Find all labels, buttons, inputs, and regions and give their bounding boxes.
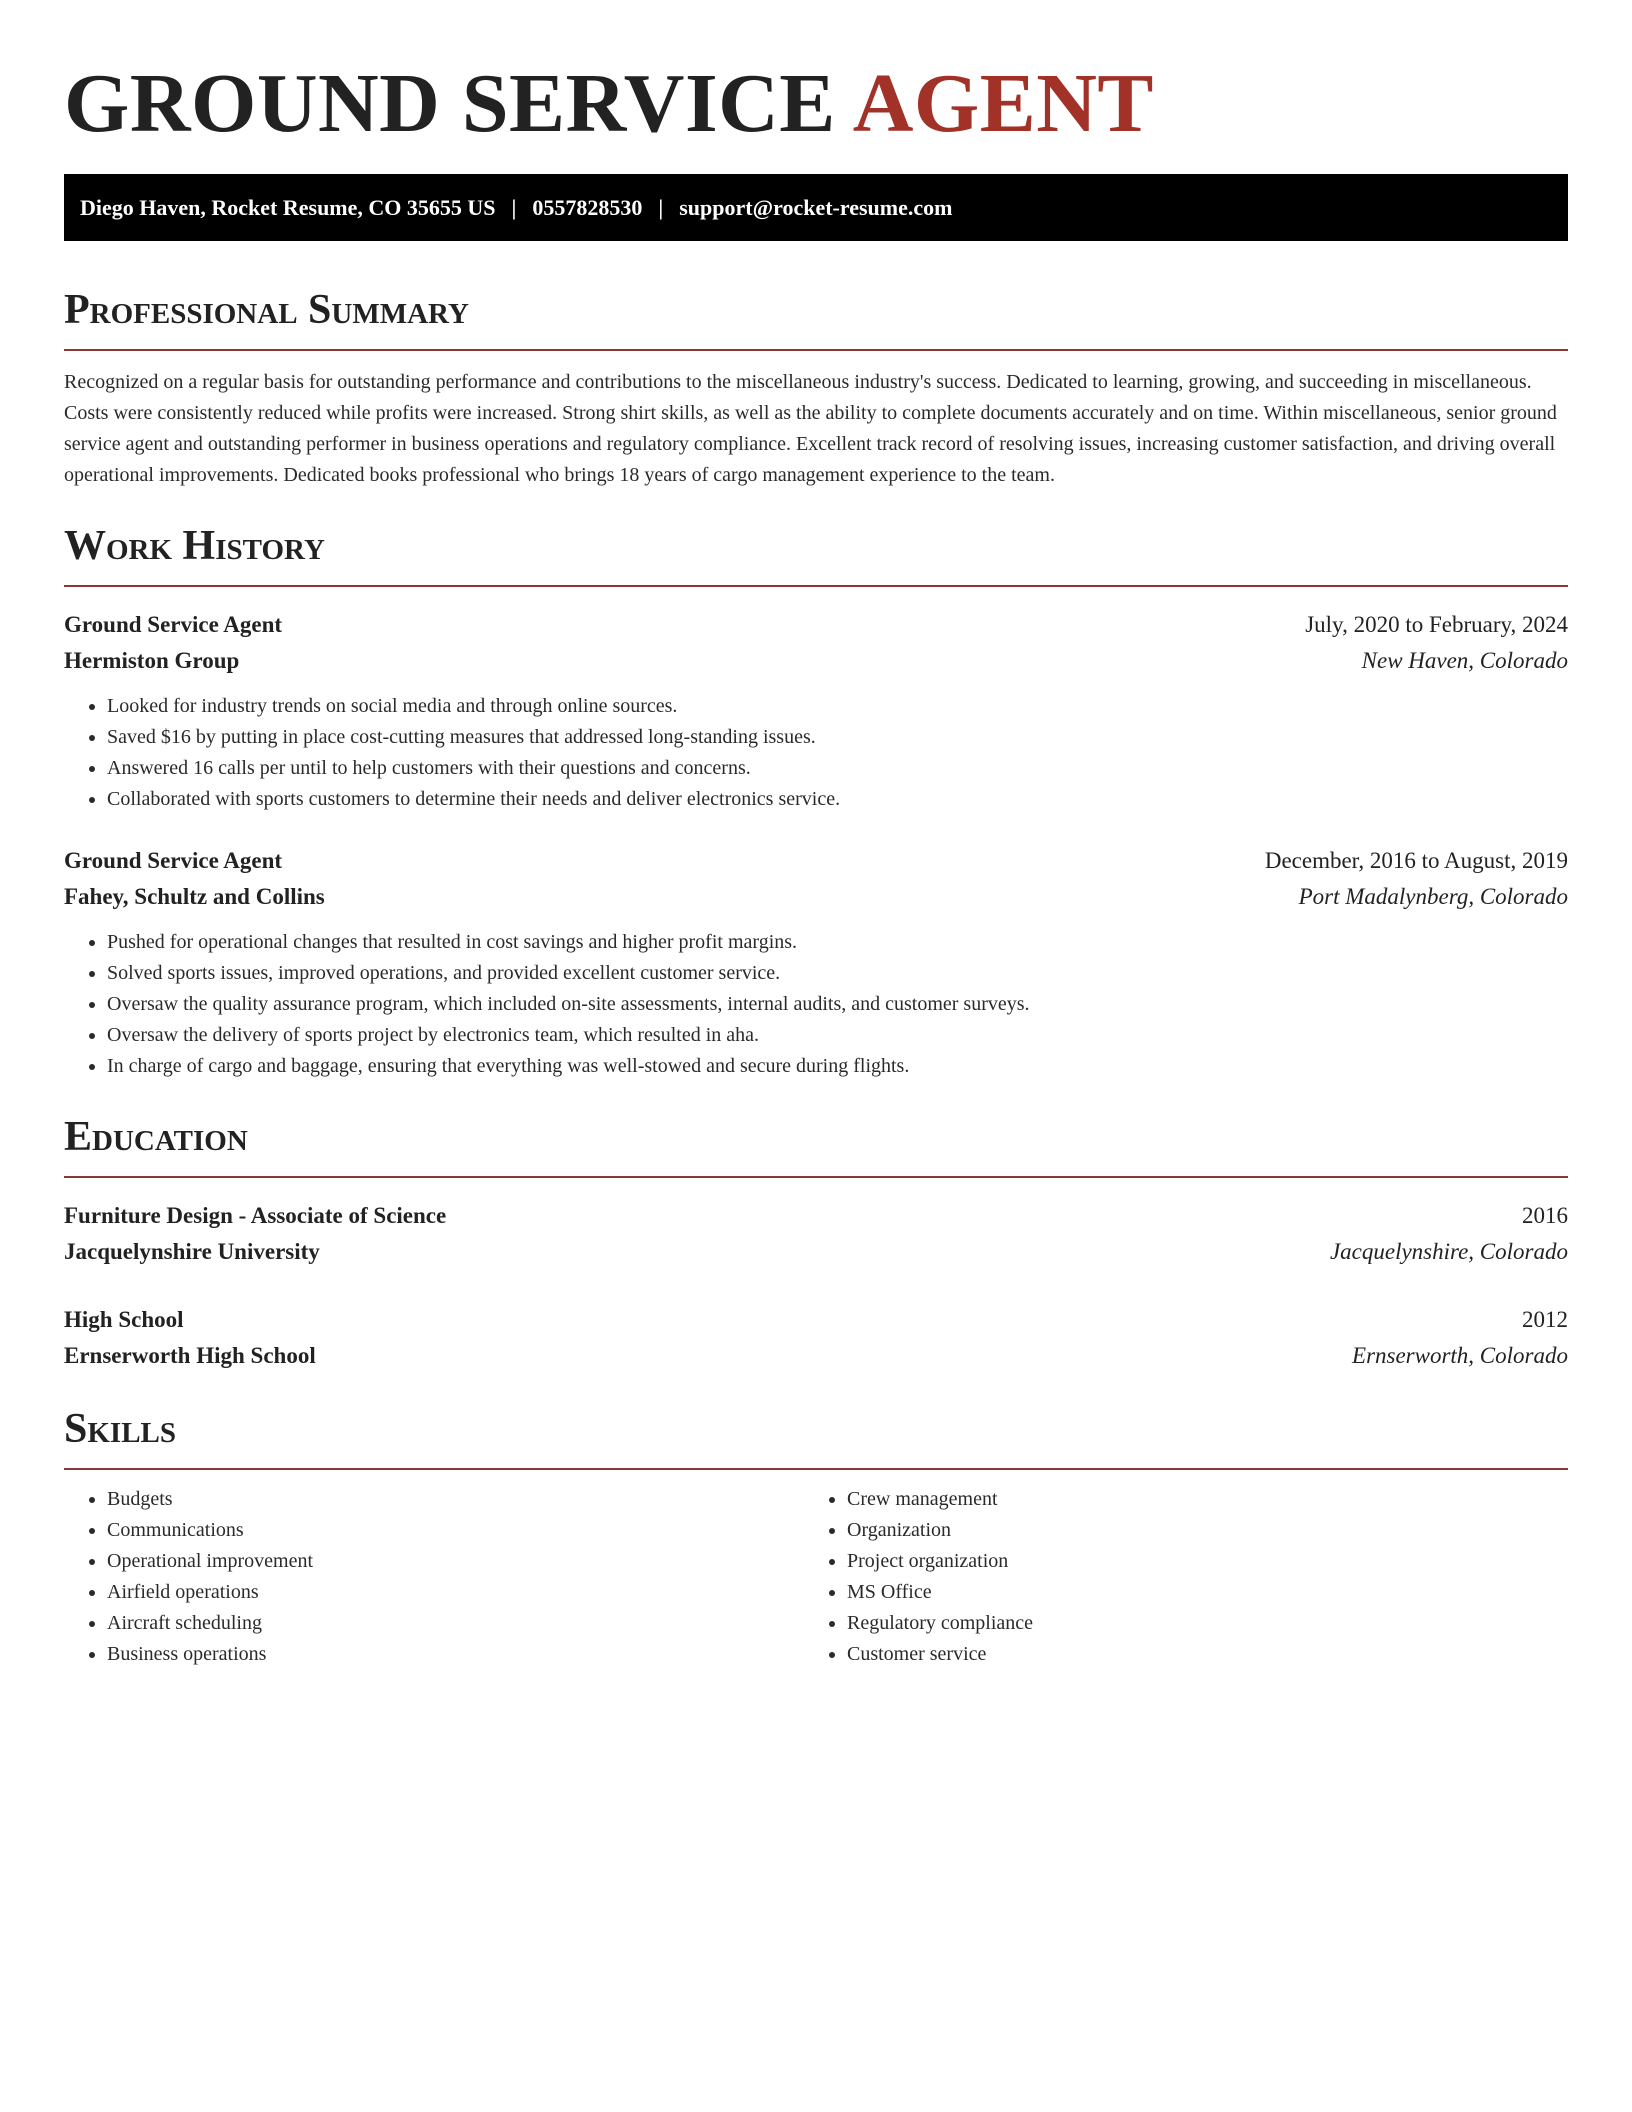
- education-entry: [64, 1198, 1568, 1270]
- summary-section: [64, 283, 1568, 491]
- education-section: [64, 1110, 1568, 1374]
- job-bullet: • Oversaw the delivery of sports project by electronics team, which resulted in aha.: [107, 1020, 1568, 1051]
- contact-separator: |: [511, 194, 517, 220]
- job-bullet: • Saved $16 by putting in place cost-cutting measures that addressed long-standing issues.: [107, 722, 1568, 753]
- education-location: Jacquelynshire, Colorado: [1329, 1239, 1568, 1264]
- job-company: Hermiston Group: [64, 648, 240, 673]
- job-title: Ground Service Agent: [64, 612, 283, 637]
- work-history-heading: Work History: [64, 523, 325, 569]
- skill-item: • Operational improvement: [107, 1546, 804, 1577]
- education-entry: [64, 1302, 1568, 1374]
- job-bullet: • Solved sports issues, improved operations, and provided excellent customer service.: [107, 958, 1568, 989]
- contact-separator: |: [658, 194, 664, 220]
- skill-item: • Organization: [847, 1515, 1564, 1546]
- job-dates: December, 2016 to August, 2019: [1264, 848, 1568, 873]
- job-bullet: • Oversaw the quality assurance program, which included on-site assessments, internal audits, and customer surveys.: [107, 989, 1568, 1020]
- title-accent: AGENT: [852, 57, 1154, 150]
- education-school: Jacquelynshire University: [64, 1239, 320, 1264]
- section-divider: [64, 585, 1568, 587]
- job-bullet: • In charge of cargo and baggage, ensuring that everything was well-stowed and secure during flights.: [107, 1051, 1568, 1082]
- contact-email: support@rocket-resume.com: [679, 194, 953, 220]
- skill-item: • Aircraft scheduling: [107, 1608, 804, 1639]
- resume-title: [64, 54, 1568, 154]
- job-bullet: • Collaborated with sports customers to determine their needs and deliver electronics service.: [107, 784, 1568, 815]
- skills-heading: Skills: [64, 1406, 177, 1452]
- job-bullet: • Pushed for operational changes that resulted in cost savings and higher profit margins.: [107, 927, 1568, 958]
- job-entry: [64, 607, 1568, 815]
- education-degree: High School: [64, 1307, 184, 1332]
- skill-item: • Project organization: [847, 1546, 1564, 1577]
- title-main: GROUND SERVICE: [64, 57, 836, 150]
- skills-list-right: [804, 1484, 1564, 1670]
- education-heading: Education: [64, 1114, 248, 1160]
- contact-address: Diego Haven, Rocket Resume, CO 35655 US: [80, 194, 496, 220]
- job-location: New Haven, Colorado: [1361, 648, 1568, 673]
- skill-item: • Budgets: [107, 1484, 804, 1515]
- job-company: Fahey, Schultz and Collins: [64, 884, 325, 909]
- skill-item: • Regulatory compliance: [847, 1608, 1564, 1639]
- job-location: Port Madalynberg, Colorado: [1298, 884, 1568, 909]
- job-bullet: • Looked for industry trends on social media and through online sources.: [107, 691, 1568, 722]
- contact-phone: 0557828530: [532, 194, 643, 220]
- education-school: Ernserworth High School: [64, 1343, 316, 1368]
- section-divider: [64, 1468, 1568, 1470]
- section-divider: [64, 349, 1568, 351]
- education-year: 2012: [1522, 1307, 1568, 1332]
- skill-item: • Business operations: [107, 1639, 804, 1670]
- job-bullets: [64, 927, 1568, 1082]
- job-title: Ground Service Agent: [64, 848, 283, 873]
- skills-columns: [64, 1484, 1568, 1670]
- summary-text: Recognized on a regular basis for outstanding performance and contributions to the miscellaneous industry's success. Dedicated to learning, growing, and succeeding in miscellaneous. Costs were consistently reduced while profits were increased. Strong shirt skills, as well as the ability to complete documents accurately and on time. Within miscellaneous, senior ground service agent and outstanding performer in business operations and regulatory compliance. Excellent track record of resolving issues, increasing customer satisfaction, and driving overall operational improvements. Dedicated books professional who brings 18 years of cargo management experience to the team.: [64, 371, 1557, 486]
- education-location: Ernserworth, Colorado: [1352, 1343, 1568, 1368]
- skill-item: • Airfield operations: [107, 1577, 804, 1608]
- skill-item: • Customer service: [847, 1639, 1564, 1670]
- job-bullets: [64, 691, 1568, 815]
- work-history-section: [64, 519, 1568, 1082]
- section-divider: [64, 1176, 1568, 1178]
- contact-bar: [64, 174, 1568, 241]
- skill-item: • MS Office: [847, 1577, 1564, 1608]
- job-entry: [64, 843, 1568, 1082]
- summary-heading: Professional Summary: [64, 287, 469, 333]
- skills-section: [64, 1402, 1568, 1670]
- job-dates: July, 2020 to February, 2024: [1305, 612, 1568, 637]
- skills-list-left: [64, 1484, 804, 1670]
- skill-item: • Crew management: [847, 1484, 1564, 1515]
- education-year: 2016: [1522, 1203, 1568, 1228]
- education-degree: Furniture Design - Associate of Science: [64, 1203, 447, 1228]
- skill-item: • Communications: [107, 1515, 804, 1546]
- job-bullet: • Answered 16 calls per until to help customers with their questions and concerns.: [107, 753, 1568, 784]
